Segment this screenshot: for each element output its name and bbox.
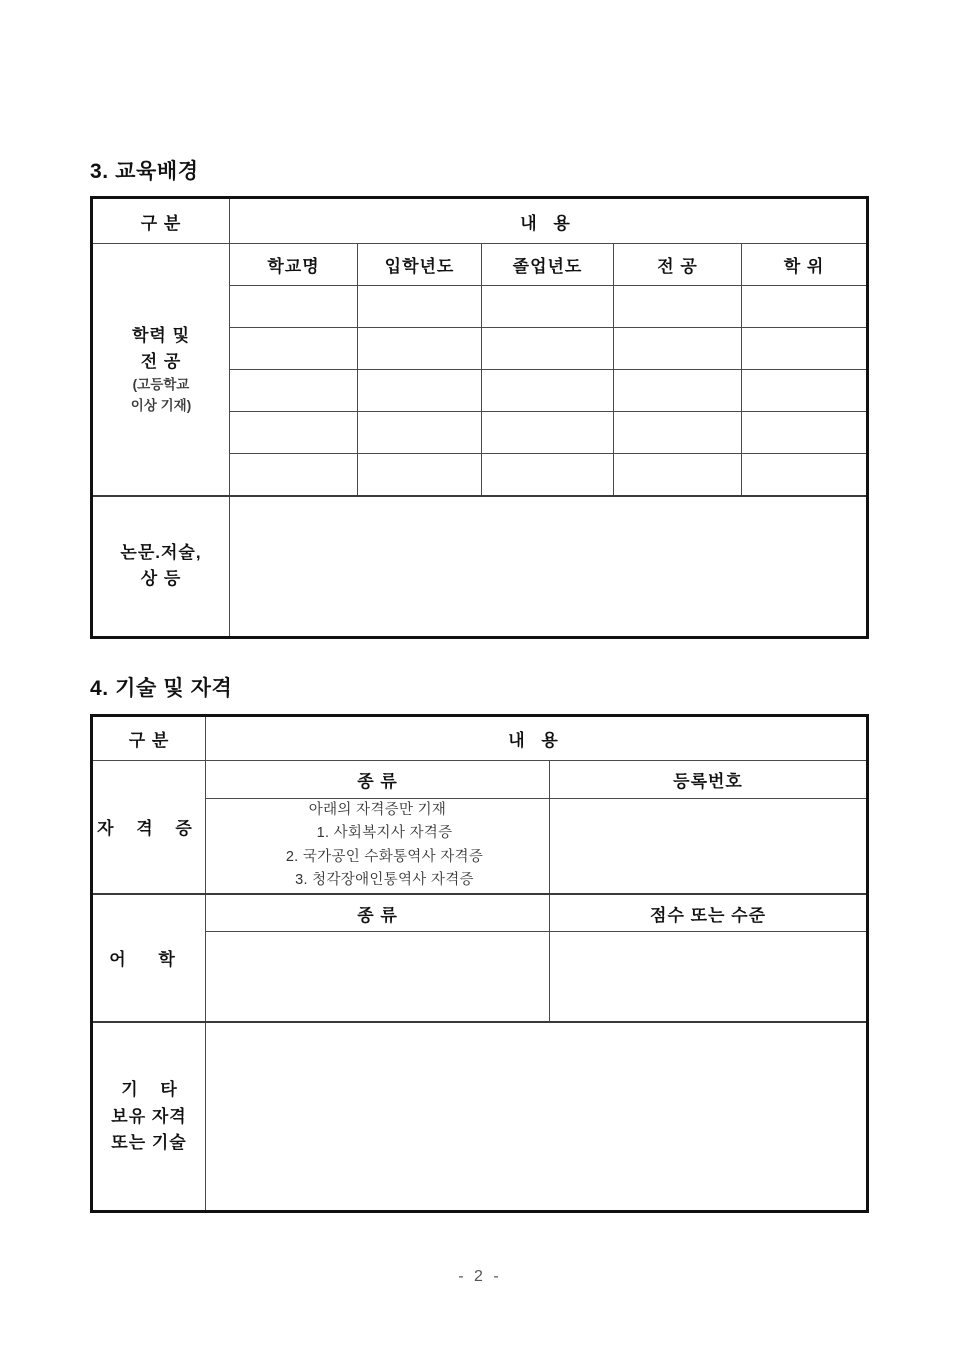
education-cell-admission-year[interactable]: [358, 412, 482, 454]
thesis-row[interactable]: [92, 496, 868, 638]
thesis-value-cell[interactable]: [230, 496, 868, 638]
thesis-label-line1: 논문.저술,: [120, 542, 202, 562]
education-cell-admission-year[interactable]: [358, 328, 482, 370]
education-cell-admission-year[interactable]: [358, 370, 482, 412]
education-cell-graduation-year[interactable]: [482, 412, 614, 454]
certificate-list-item: 1. 사회복지사 자격증: [316, 825, 453, 842]
education-col-school: 학교명: [230, 244, 358, 286]
education-cell-graduation-year[interactable]: [482, 370, 614, 412]
skills-table: [90, 714, 869, 1213]
education-cell-graduation-year[interactable]: [482, 286, 614, 328]
other-qualification-value-cell[interactable]: [206, 1022, 868, 1212]
education-cell-major[interactable]: [614, 454, 742, 496]
other-qualification-label: [92, 1022, 206, 1212]
skills-col-content: 내 용: [206, 716, 868, 761]
other-qualification-row[interactable]: [92, 1022, 868, 1212]
education-cell-major[interactable]: [614, 328, 742, 370]
skills-col-gubun: 구 분: [92, 716, 206, 761]
education-cell-school[interactable]: [230, 370, 358, 412]
education-cell-degree[interactable]: [742, 286, 868, 328]
other-label-line2: 보유 자격: [111, 1106, 187, 1126]
education-cell-graduation-year[interactable]: [482, 328, 614, 370]
education-cell-admission-year[interactable]: [358, 454, 482, 496]
academic-label-note-1: (고등학교: [132, 377, 190, 393]
education-col-degree: 학 위: [742, 244, 868, 286]
certificate-col-kind: 종 류: [206, 761, 550, 799]
education-col-major: 전 공: [614, 244, 742, 286]
language-score-cell[interactable]: [550, 932, 868, 1022]
other-label-line1: 기 타: [121, 1080, 186, 1100]
education-cell-graduation-year[interactable]: [482, 454, 614, 496]
language-kind-cell[interactable]: [206, 932, 550, 1022]
education-col-admission-year: 입학년도: [358, 244, 482, 286]
language-col-kind: 종 류: [206, 894, 550, 932]
language-row[interactable]: [92, 932, 868, 1022]
education-cell-major[interactable]: [614, 370, 742, 412]
education-header-row: [92, 198, 868, 244]
education-col-graduation-year: 졸업년도: [482, 244, 614, 286]
academic-label-line1: 학력 및: [132, 325, 190, 345]
education-cell-school[interactable]: [230, 412, 358, 454]
education-cell-degree[interactable]: [742, 412, 868, 454]
certificate-subheader-row: [92, 761, 868, 799]
certificate-row[interactable]: [92, 799, 868, 894]
section-heading-education: 3. 교육배경: [90, 160, 199, 183]
education-row-label-academic: [92, 244, 230, 496]
education-col-gubun: 구 분: [92, 198, 230, 244]
certificate-list-item: 3. 청각장애인통역사 자격증: [295, 872, 474, 889]
skills-header-row: [92, 716, 868, 761]
other-label-line3: 또는 기술: [111, 1132, 187, 1152]
certificate-number-cell[interactable]: [550, 799, 868, 894]
language-row-label: 어 학: [92, 894, 206, 1022]
certificate-list-item: 2. 국가공인 수화통역사 자격증: [285, 848, 484, 865]
certificate-intro-text: 아래의 자격증만 기재: [308, 802, 447, 818]
education-col-content: 내 용: [230, 198, 868, 244]
education-cell-degree[interactable]: [742, 370, 868, 412]
education-cell-major[interactable]: [614, 412, 742, 454]
thesis-row-label: [92, 496, 230, 638]
education-subheader-row: [92, 244, 868, 286]
education-cell-degree[interactable]: [742, 454, 868, 496]
academic-label-note-2: 이상 기재): [130, 397, 192, 413]
academic-label-line2: 전 공: [140, 352, 182, 371]
language-col-score: 점수 또는 수준: [550, 894, 868, 932]
education-cell-degree[interactable]: [742, 328, 868, 370]
education-cell-school[interactable]: [230, 328, 358, 370]
language-subheader-row: [92, 894, 868, 932]
education-cell-school[interactable]: [230, 286, 358, 328]
certificate-col-number: 등록번호: [550, 761, 868, 799]
page-number: - 2 -: [458, 1268, 502, 1285]
certificate-kind-cell[interactable]: [206, 799, 550, 894]
certificate-row-label: 자 격 증: [92, 761, 206, 894]
education-table: [90, 196, 869, 639]
section-heading-skills: 4. 기술 및 자격: [90, 677, 233, 700]
education-cell-admission-year[interactable]: [358, 286, 482, 328]
thesis-label-line2: 상 등: [140, 569, 182, 589]
education-cell-school[interactable]: [230, 454, 358, 496]
education-cell-major[interactable]: [614, 286, 742, 328]
